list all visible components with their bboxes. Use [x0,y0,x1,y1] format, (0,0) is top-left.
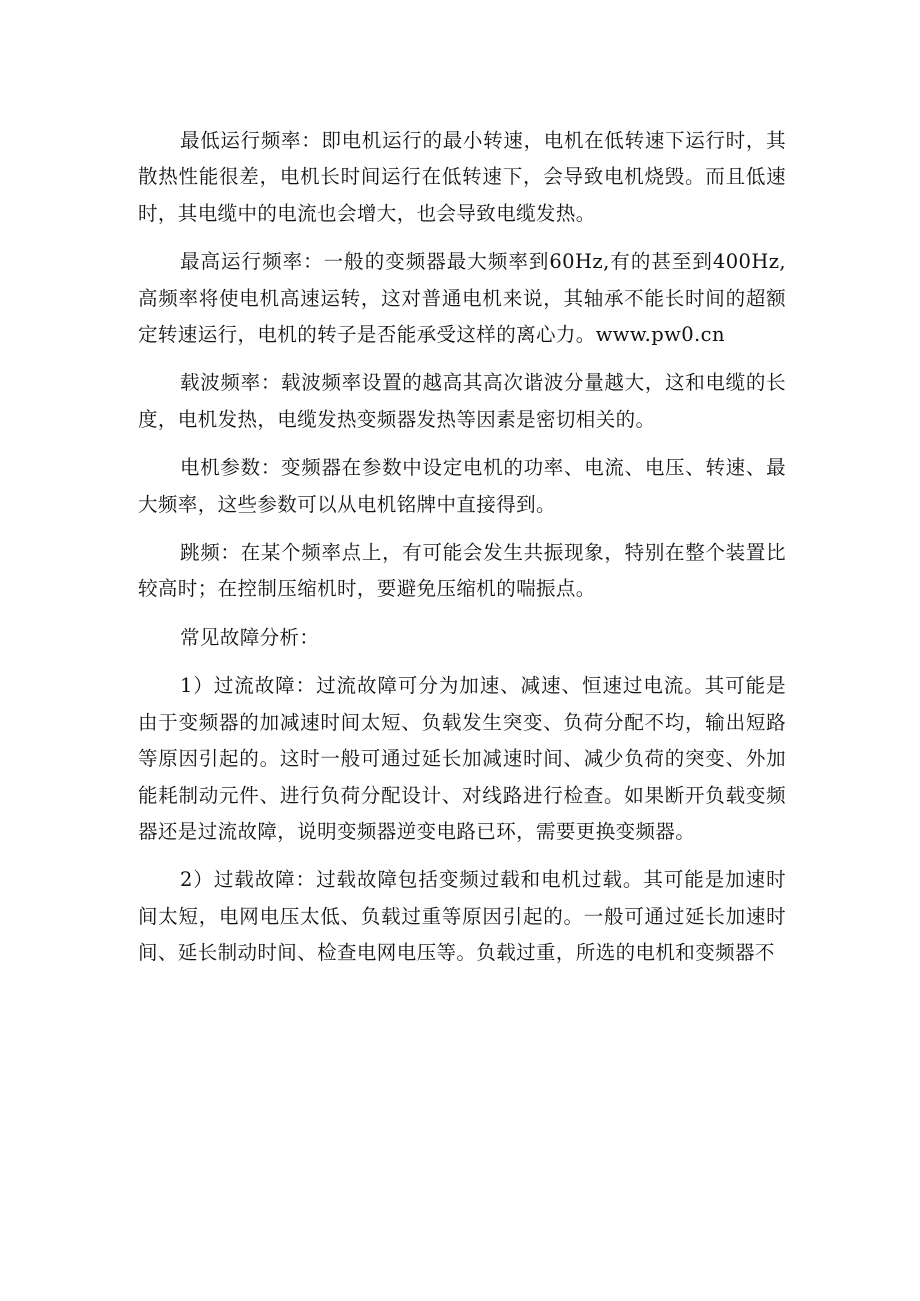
section-heading-fault-analysis: 常见故障分析： [180,625,320,649]
paragraph-max-frequency: 最高运行频率：一般的变频器最大频率到60Hz,有的甚至到400Hz,高频率将使电机高速运转，这对普通电机来说，其轴承不能长时间的超额定转速运行，电机的转子是否能承受这样的离心力。www.pw0.cn [138,250,786,347]
paragraph-skip-frequency: 跳频：在某个频率点上，有可能会发生共振现象，特别在整个装置比较高时；在控制压缩机时，要避免压缩机的喘振点。 [138,541,786,601]
paragraph-motor-parameters: 电机参数：变频器在参数中设定电机的功率、电流、电压、转速、最大频率，这些参数可以从电机铭牌中直接得到。 [138,456,786,516]
paragraph-overload-fault: 2）过载故障：过载故障包括变频过载和电机过载。其可能是加速时间太短，电网电压太低、负载过重等原因引起的。一般可通过延长加速时间、延长制动时间、检查电网电压等。负载过重，所选的电机和变频器不 [138,868,786,965]
paragraph-overcurrent-fault: 1）过流故障：过流故障可分为加速、减速、恒速过电流。其可能是由于变频器的加减速时间太短、负载发生突变、负荷分配不均，输出短路等原因引起的。这时一般可通过延长加减速时间、减少负荷的突变、外加能耗制动元件、进行负荷分配设计、对线路进行检查。如果断开负载变频器还是过流故障，说明变频器逆变电路已环，需要更换变频器。 [138,674,786,843]
paragraph-min-frequency: 最低运行频率：即电机运行的最小转速，电机在低转速下运行时，其散热性能很差，电机长时间运行在低转速下，会导致电机烧毁。而且低速时，其电缆中的电流也会增大，也会导致电缆发热。 [138,129,786,225]
paragraph-carrier-frequency: 载波频率：载波频率设置的越高其高次谐波分量越大，这和电缆的长度，电机发热，电缆发热变频器发热等因素是密切相关的。 [138,371,786,431]
document-page [138,123,786,984]
